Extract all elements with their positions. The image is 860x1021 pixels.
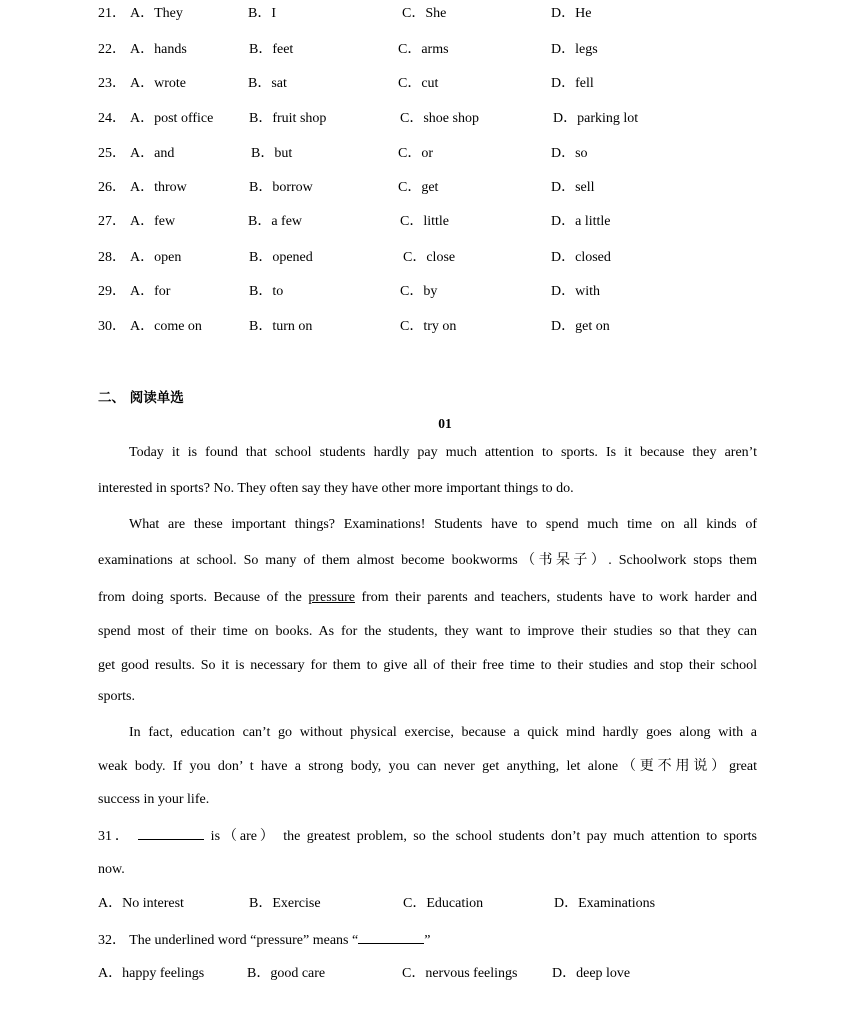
passage-line [98,588,757,608]
option-d[interactable]: D．closed [551,250,611,265]
option-c[interactable]: C．by [400,284,438,299]
question-number: 27． [98,214,126,229]
option-a[interactable]: A．They [130,6,183,21]
question-number: 22． [98,42,126,57]
option-c[interactable]: C．arms [398,42,449,57]
passage-line: examinations at school. So many of them almost become bookworms（书呆子）. Schoolwork stops them [98,553,757,568]
option-b[interactable]: B．but [251,146,293,161]
option-c[interactable]: C．get [398,180,439,195]
option-a[interactable]: A．No interest [98,896,184,911]
question-number: 29． [98,284,126,299]
option-a[interactable]: A．for [130,284,171,299]
question-31-continuation: now. [98,862,125,877]
option-c[interactable]: C．She [402,6,447,21]
passage-line: What are these important things? Examinations! Students have to spend much time on all kinds of [129,517,757,532]
option-a[interactable]: A．and [130,146,175,161]
passage-line: weak body. If you don’ t have a strong body, you can never get anything, let alone（更不用说）great [98,759,757,774]
option-d[interactable]: D．deep love [552,966,631,981]
question-number: 23． [98,76,126,91]
option-d[interactable]: D．with [551,284,600,299]
option-b[interactable]: B．borrow [249,180,313,195]
answer-blank[interactable] [358,929,424,944]
passage-line: Today it is found that school students hardly pay much attention to sports. Is it because they aren’t [129,445,757,460]
option-b[interactable]: B．fruit shop [249,111,327,126]
option-b[interactable]: B．I [248,6,276,21]
question-number: 31． [98,829,132,844]
option-c[interactable]: C．Education [403,896,484,911]
question-number: 25． [98,146,126,161]
question-number: 24． [98,111,126,126]
question-32-stem [98,933,430,948]
option-c[interactable]: C．close [403,250,456,265]
passage-line: In fact, education can’t go without physical exercise, because a quick mind hardly goes along with a [129,725,757,740]
option-a[interactable]: A．come on [130,319,202,334]
option-b[interactable]: B．Exercise [249,896,321,911]
option-c[interactable]: C．try on [400,319,457,334]
option-b[interactable]: B．good care [247,966,326,981]
option-b[interactable]: B．a few [248,214,303,229]
option-d[interactable]: D．fell [551,76,594,91]
question-number: 21． [98,6,126,21]
underlined-word: pressure [308,590,355,605]
option-a[interactable]: A．hands [130,42,187,57]
option-b[interactable]: B．feet [249,42,294,57]
option-b[interactable]: B．opened [249,250,313,265]
text-segment: from their parents and teachers, students have to work harder and [354,590,757,605]
option-a[interactable]: A．throw [130,180,187,195]
option-a[interactable]: A．open [130,250,182,265]
option-d[interactable]: D．legs [551,42,598,57]
option-a[interactable]: A．post office [130,111,214,126]
option-a[interactable]: A．happy feelings [98,966,205,981]
passage-line: sports. [98,689,135,704]
passage-line: spend most of their time on books. As for the students, they want to improve their studies so that they can [98,624,757,639]
option-c[interactable]: C．nervous feelings [402,966,518,981]
option-c[interactable]: C．little [400,214,449,229]
question-32 [98,929,430,949]
passage-line: interested in sports? No. They often say they have other more important things to do. [98,481,574,496]
section-heading: 二、 阅读单选 [98,390,184,406]
option-c[interactable]: C．cut [398,76,439,91]
text-segment: from doing sports. Because of the [98,590,309,605]
option-d[interactable]: D．a little [551,214,611,229]
passage-line: success in your life. [98,792,210,807]
question-number: 26． [98,180,126,195]
option-b[interactable]: B．sat [248,76,287,91]
question-31 [98,825,757,845]
option-c[interactable]: C．or [398,146,433,161]
option-d[interactable]: D．He [551,6,592,21]
question-number: 30． [98,319,126,334]
option-d[interactable]: D．parking lot [553,111,639,126]
answer-blank[interactable] [138,825,204,840]
option-c[interactable]: C．shoe shop [400,111,479,126]
question-number: 32． [98,933,126,948]
passage-line: get good results. So it is necessary for them to give all of their free time to their studies and stop their school [98,658,757,673]
option-d[interactable]: D．get on [551,319,610,334]
passage-number: 01 [438,416,452,431]
question-text: is（are） the greatest problem, so the school students don’t pay much attention to sports [204,829,757,844]
option-a[interactable]: A．wrote [130,76,186,91]
question-text: The underlined word “pressure” means “ [129,933,359,948]
option-b[interactable]: B．turn on [249,319,313,334]
option-d[interactable]: D．Examinations [554,896,656,911]
option-a[interactable]: A．few [130,214,176,229]
question-text-end: ” [424,933,431,948]
question-number: 28． [98,250,126,265]
option-d[interactable]: D．so [551,146,588,161]
option-b[interactable]: B．to [249,284,284,299]
option-d[interactable]: D．sell [551,180,595,195]
